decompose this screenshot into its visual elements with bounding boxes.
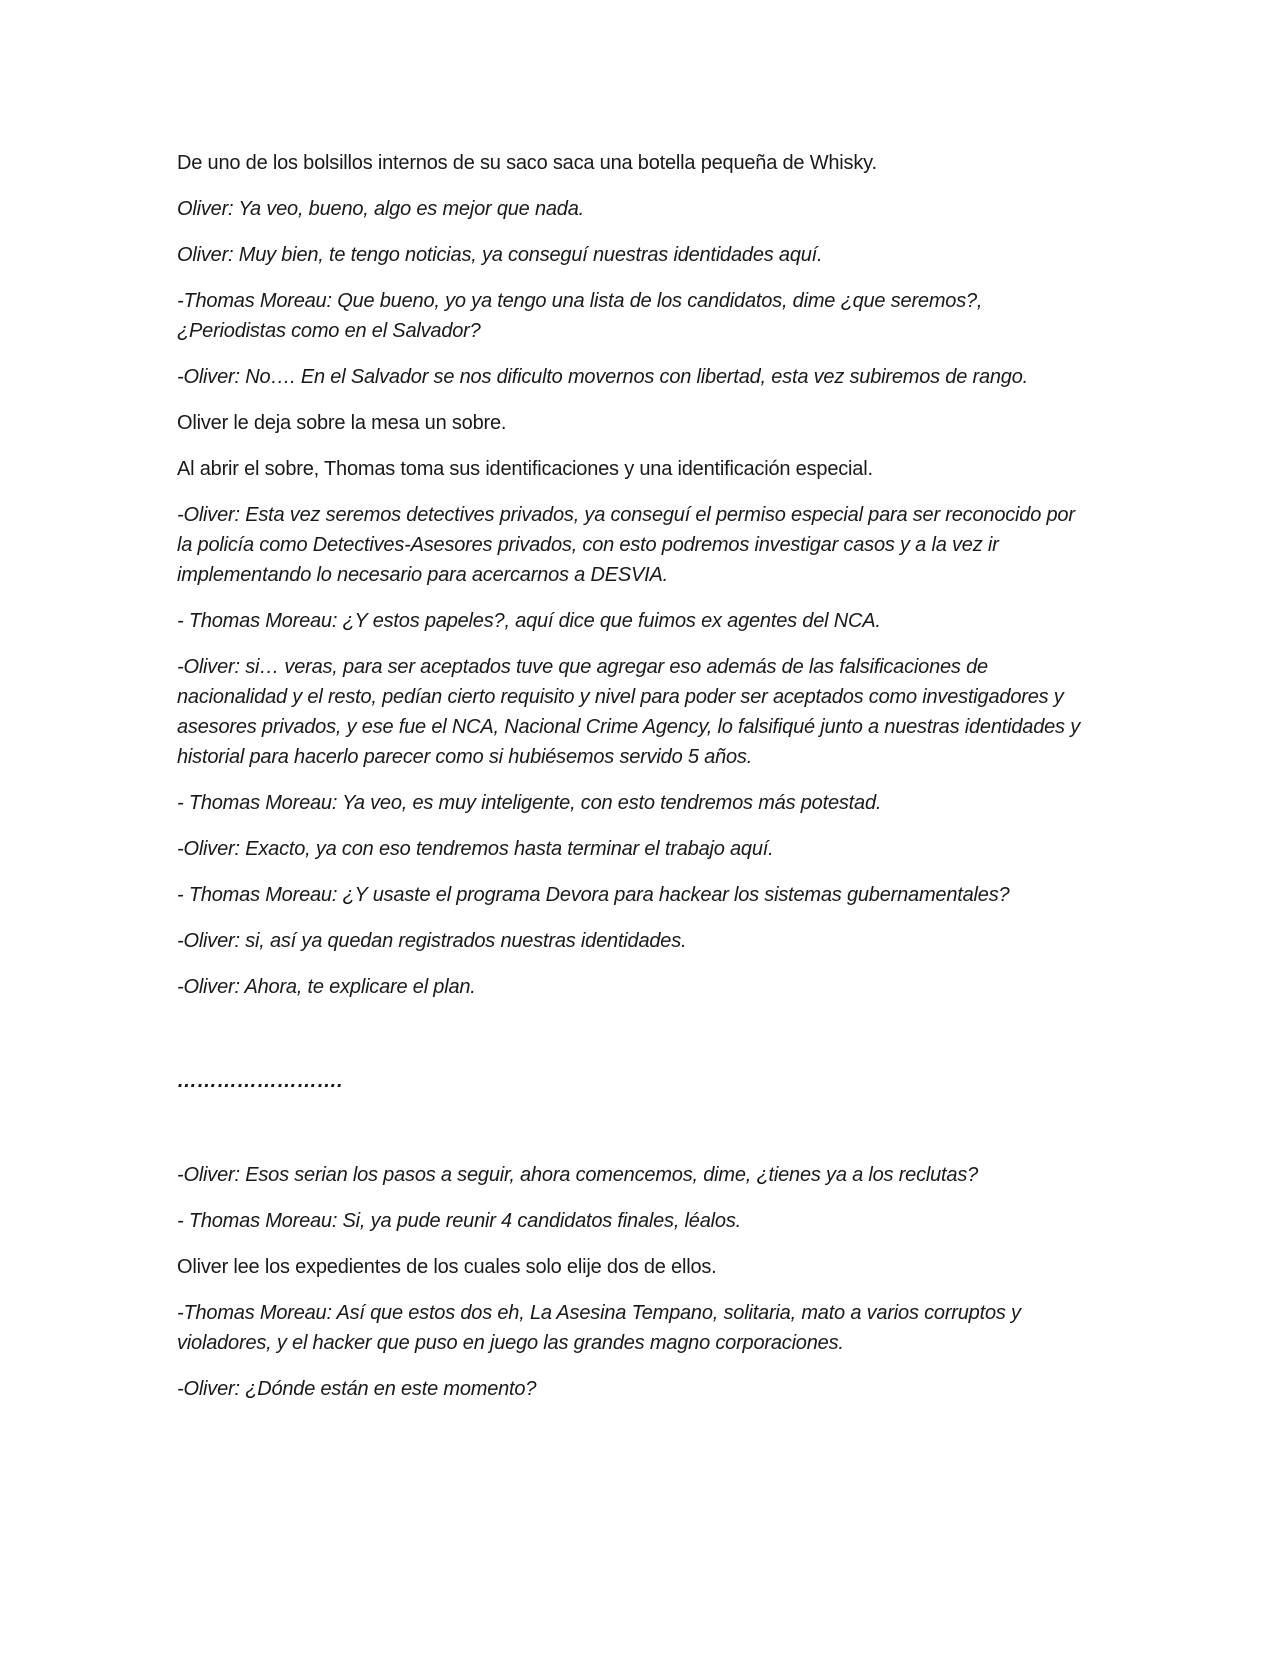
dialogue-line: -Thomas Moreau: Así que estos dos eh, La Asesina Tempano, solitaria, mato a varios corruptos y violadores, y el hacker que puso en juego las grandes magno corporaciones. [177, 1302, 1021, 1354]
dialogue-line: -Oliver: ¿Dónde están en este momento? [177, 1378, 537, 1400]
dialogue-line: -Thomas Moreau: Que bueno, yo ya tengo una lista de los candidatos, dime ¿que seremos?, ¿Periodistas como en el Salvador? [177, 290, 983, 342]
dialogue-line: Oliver: Muy bien, te tengo noticias, ya conseguí nuestras identidades aquí. [177, 244, 823, 266]
narration-paragraph: Oliver le deja sobre la mesa un sobre. [177, 412, 507, 434]
dialogue-line: -Oliver: No…. En el Salvador se nos dificulto movernos con libertad, esta vez subiremos de rango. [177, 366, 1029, 388]
dialogue-line: Oliver: Ya veo, bueno, algo es mejor que nada. [177, 198, 584, 220]
dialogue-line: - Thomas Moreau: ¿Y estos papeles?, aquí dice que fuimos ex agentes del NCA. [177, 610, 881, 632]
dialogue-line: -Oliver: si, así ya quedan registrados nuestras identidades. [177, 930, 687, 952]
dialogue-line: - Thomas Moreau: Ya veo, es muy inteligente, con esto tendremos más potestad. [177, 792, 882, 814]
dialogue-line: -Oliver: si… veras, para ser aceptados tuve que agregar eso además de las falsificaciones de nacionalidad y el resto, pedían cierto requisito y nivel para poder ser aceptados como investigadores y asesores privados, y ese fue el NCA, Nacional Crime Agency, lo falsifiqué junto a nuestras identidades y historial para hacerlo parecer como si hubiésemos servido 5 años. [177, 656, 1081, 768]
dialogue-line: - Thomas Moreau: ¿Y usaste el programa Devora para hackear los sistemas gubernamentales? [177, 884, 1010, 906]
narration-paragraph: De uno de los bolsillos internos de su saco saca una botella pequeña de Whisky. [177, 152, 877, 174]
document-body [177, 148, 1087, 1420]
dialogue-line: -Oliver: Esos serian los pasos a seguir, ahora comencemos, dime, ¿tienes ya a los reclutas? [177, 1164, 979, 1186]
dialogue-line: - Thomas Moreau: Si, ya pude reunir 4 candidatos finales, léalos. [177, 1210, 741, 1232]
narration-paragraph: Oliver lee los expedientes de los cuales solo elije dos de ellos. [177, 1256, 717, 1278]
dialogue-line: -Oliver: Esta vez seremos detectives privados, ya conseguí el permiso especial para ser reconocido por la policía como Detectives-Asesores privados, con esto podremos investigar casos y a la vez ir implementando lo necesario para acercarnos a DESVIA. [177, 504, 1075, 586]
scene-break-dots: ……………………. [177, 1070, 343, 1092]
dialogue-line: -Oliver: Ahora, te explicare el plan. [177, 976, 476, 998]
dialogue-line: -Oliver: Exacto, ya con eso tendremos hasta terminar el trabajo aquí. [177, 838, 774, 860]
narration-paragraph: Al abrir el sobre, Thomas toma sus identificaciones y una identificación especial. [177, 458, 873, 480]
